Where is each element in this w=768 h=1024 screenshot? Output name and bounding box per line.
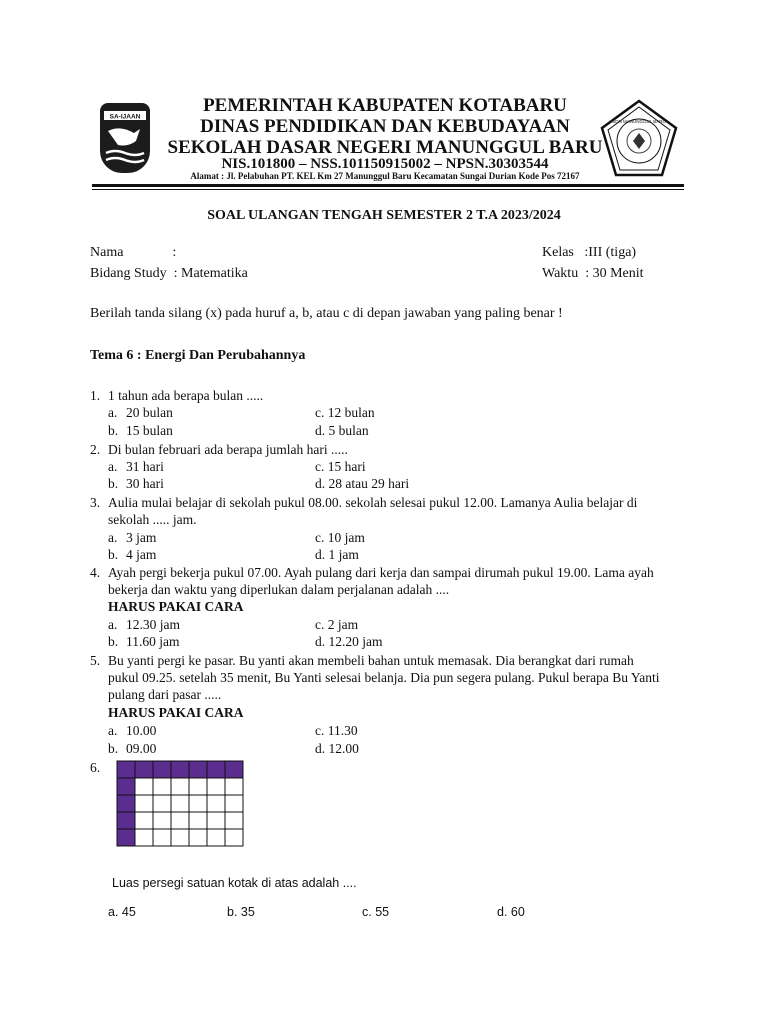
question-2 <box>90 442 348 458</box>
name-field-label: Nama : <box>90 245 177 260</box>
logo-text: SA-IJAAN <box>109 113 141 121</box>
option-a[interactable]: a. 3 jam <box>108 530 157 545</box>
option-d[interactable]: d. 12.20 jam <box>315 634 383 649</box>
option-c[interactable]: c. 10 jam <box>315 530 365 545</box>
question-text: Ayah pergi bekerja pukul 07.00. Ayah pulang dari kerja dan sampai dirumah pukul 19.00. Lama ayah <box>108 565 654 580</box>
subject-label: Bidang Study : Matematika <box>90 266 248 281</box>
grid-cell-shaded <box>117 829 135 846</box>
question-text: Aulia mulai belajar di sekolah pukul 08.00. sekolah selesai pukul 12.00. Lamanya Aulia belajar di <box>108 495 638 510</box>
header-school: SEKOLAH DASAR NEGERI MANUNGGUL BARU <box>167 137 603 158</box>
instruction: Berilah tanda silang (x) pada huruf a, b, atau c di depan jawaban yang paling benar ! <box>90 306 563 321</box>
grid-cell <box>135 778 153 795</box>
grid-cell <box>225 812 243 829</box>
option-c[interactable]: c. 55 <box>362 905 390 919</box>
option-b[interactable]: b. 15 bulan <box>108 423 173 438</box>
option-b[interactable]: b. 11.60 jam <box>108 634 180 649</box>
header-divider <box>92 184 684 187</box>
question-5 <box>90 653 634 669</box>
option-b[interactable]: b. 30 hari <box>108 476 164 491</box>
option-a[interactable]: a. 20 bulan <box>108 405 173 420</box>
option-d[interactable]: d. 28 atau 29 hari <box>315 476 410 491</box>
header-government: PEMERINTAH KABUPATEN KOTABARU <box>203 95 567 116</box>
grid-cell <box>225 829 243 846</box>
header-address: Alamat : Jl. Pelabuhan PT. KEL Km 27 Manunggul Baru Kecamatan Sungai Durian Kode Pos 72167 <box>190 171 580 181</box>
grid-cell <box>189 829 207 846</box>
question-number: 6. <box>90 760 101 775</box>
grid-cell-shaded <box>189 761 207 778</box>
grid-cell <box>207 812 225 829</box>
grid-cell <box>207 795 225 812</box>
question-text: Bu yanti pergi ke pasar. Bu yanti akan membeli bahan untuk memasak. Dia berangkat dari rumah <box>108 653 634 668</box>
option-c[interactable]: c. 11.30 <box>315 723 358 738</box>
header-divider-thin <box>92 189 684 190</box>
grid-cell <box>189 778 207 795</box>
question-text-cont: pulang dari pasar ..... <box>108 687 222 702</box>
grid-cell <box>153 829 171 846</box>
option-c[interactable]: c. 15 hari <box>315 459 366 474</box>
grid-cell <box>171 829 189 846</box>
option-d[interactable]: d. 12.00 <box>315 741 359 756</box>
class-label: Kelas :III (tiga) <box>542 245 637 260</box>
question-number: 1. <box>90 388 101 403</box>
theme-heading: Tema 6 : Energi Dan Perubahannya <box>90 348 306 363</box>
grid-cell <box>171 795 189 812</box>
logo-text: SDN MANUNGGUL BARU <box>612 119 666 124</box>
grid-cell <box>153 812 171 829</box>
grid-cell <box>225 778 243 795</box>
grid-cell-shaded <box>117 812 135 829</box>
grid-cell <box>135 795 153 812</box>
grid-cell <box>171 778 189 795</box>
question-3 <box>90 495 637 511</box>
grid-cell-shaded <box>225 761 243 778</box>
question-text-cont: pukul 09.25. setelah 35 menit, Bu Yanti selesai belanja. Dia pun segera pulang. Pukul berapa Bu Yanti <box>108 670 660 685</box>
grid-cell-shaded <box>153 761 171 778</box>
grid-cell <box>135 829 153 846</box>
grid-cell <box>153 795 171 812</box>
option-a[interactable]: a. 31 hari <box>108 459 164 474</box>
question-number: 2. <box>90 442 101 457</box>
question-6 <box>90 760 108 776</box>
option-d[interactable]: d. 5 bulan <box>315 423 369 438</box>
unit-square-grid <box>116 760 244 853</box>
question-text: Di bulan februari ada berapa jumlah hari ..... <box>108 442 348 457</box>
question-1 <box>90 388 263 404</box>
header-department: DINAS PENDIDIKAN DAN KEBUDAYAAN <box>200 116 570 137</box>
grid-cell <box>207 829 225 846</box>
grid-cell <box>189 812 207 829</box>
grid-cell <box>135 812 153 829</box>
option-d[interactable]: d. 60 <box>497 905 525 919</box>
question-number: 5. <box>90 653 101 668</box>
option-a[interactable]: a. 10.00 <box>108 723 157 738</box>
option-d[interactable]: d. 1 jam <box>315 547 359 562</box>
grid-cell-shaded <box>135 761 153 778</box>
option-b[interactable]: b. 09.00 <box>108 741 157 756</box>
question-4 <box>90 565 654 581</box>
grid-cell-shaded <box>207 761 225 778</box>
grid-cell <box>171 812 189 829</box>
grid-cell <box>225 795 243 812</box>
option-a[interactable]: a. 45 <box>108 905 136 919</box>
option-c[interactable]: c. 2 jam <box>315 617 359 632</box>
grid-cell-shaded <box>117 795 135 812</box>
regency-logo <box>100 103 150 173</box>
header-ids: NIS.101800 – NSS.101150915002 – NPSN.30303544 <box>221 156 549 172</box>
method-note: HARUS PAKAI CARA <box>108 599 244 614</box>
question-number: 4. <box>90 565 101 580</box>
method-note: HARUS PAKAI CARA <box>108 705 244 720</box>
grid-cell <box>153 778 171 795</box>
question-text-cont: bekerja dan waktu yang diperlukan dalam perjalanan adalah .... <box>108 582 450 597</box>
question-text-cont: sekolah ..... jam. <box>108 512 197 527</box>
question-number: 3. <box>90 495 101 510</box>
question-text: 1 tahun ada berapa bulan ..... <box>108 388 264 403</box>
option-b[interactable]: b. 4 jam <box>108 547 157 562</box>
exam-title: SOAL ULANGAN TENGAH SEMESTER 2 T.A 2023/2024 <box>207 208 561 223</box>
grid-cell-shaded <box>171 761 189 778</box>
grid-cell <box>207 778 225 795</box>
grid-cell-shaded <box>117 778 135 795</box>
option-a[interactable]: a. 12.30 jam <box>108 617 180 632</box>
grid-cell-shaded <box>117 761 135 778</box>
time-label: Waktu : 30 Menit <box>542 266 644 281</box>
option-b[interactable]: b. 35 <box>227 905 255 919</box>
grid-cell <box>189 795 207 812</box>
option-c[interactable]: c. 12 bulan <box>315 405 375 420</box>
q6-question-text: Luas persegi satuan kotak di atas adalah .... <box>112 876 357 890</box>
